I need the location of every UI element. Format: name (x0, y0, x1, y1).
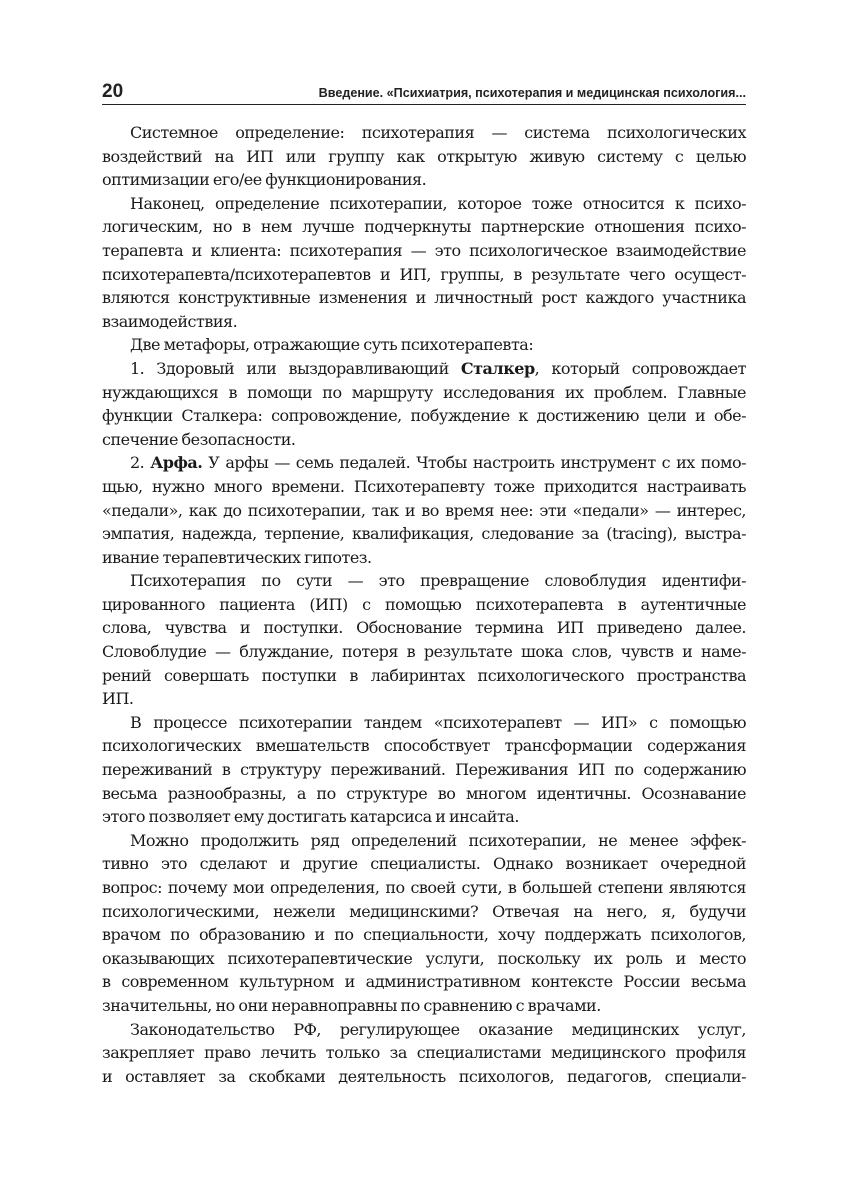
paragraph-legislation (102, 1018, 746, 1089)
text-line: оптимизации его/ее функционирования. (102, 170, 427, 190)
text-line: этого позволяет ему достигать катарсиса и инсайта. (102, 807, 519, 827)
text-line: щью, нужно много времени. Психотерапевту тоже приходится настраивать (102, 476, 746, 496)
paragraph-essence (102, 569, 746, 711)
text-line: в современном культурном и административном контексте России весьма (102, 972, 746, 992)
text-line: и оставляет за скобками деятельность психологов, педагогов, специали- (102, 1066, 746, 1086)
page-header (102, 80, 746, 105)
text-line: В процессе психотерапии тандем «психотерапевт — ИП» с помощью (130, 712, 746, 732)
text-line: слова, чувства и поступки. Обоснование термина ИП приведено далее. (102, 618, 746, 638)
text-line: Психотерапия по сути — это превращение словоблудия идентифи- (130, 571, 746, 591)
text-fragment: , который сопровождает (534, 358, 746, 378)
stalker-term: Сталкер (460, 358, 535, 378)
text-line: оказывающих психотерапевтические услуги, поскольку их роль и место (102, 948, 746, 968)
text-line: терапевта и клиента: психотерапия — это психологическое взаимодействие (102, 240, 746, 260)
text-line: цированного пациента (ИП) с помощью психотерапевта в аутентичные (102, 594, 746, 614)
harp-term: Арфа. (150, 453, 203, 473)
text-line: весьма разнообразны, а по структуре во многом идентичны. Осознавание (102, 783, 746, 803)
text-line: ИП. (102, 689, 134, 709)
text-line: тивно это сделают и другие специалисты. Однако возникает очередной (102, 854, 746, 874)
text-line (102, 451, 746, 475)
text-line: логическим, но в нем лучше подчеркнуты партнерские отношения психо- (102, 217, 746, 237)
paragraph-partnership-definition (102, 192, 746, 334)
text-line: воздействий на ИП или группу как открытую живую систему с целью (102, 146, 746, 166)
text-line: «педали», как до психотерапии, так и во время нее: эти «педали» — интерес, (102, 500, 746, 520)
text-line: вляются конструктивные изменения и личностный рост каждого участника (102, 288, 746, 308)
text-line: закрепляет право лечить только за специалистами медицинского профиля (102, 1043, 746, 1063)
text-line: врачом по образованию и по специальности, хочу поддержать психологов, (102, 925, 746, 945)
text-line: переживаний в структуру переживаний. Переживания ИП по содержанию (102, 760, 746, 780)
running-title: Введение. «Психиатрия, психотерапия и медицинская психология... (318, 86, 746, 100)
page-number: 20 (102, 81, 124, 102)
paragraph-tandem (102, 711, 746, 829)
text-line: функции Сталкера: сопровождение, побуждение к достижению цели и обе- (102, 406, 746, 426)
text-line: Словоблудие — блуждание, потеря в результате шока слов, чувств и наме- (102, 642, 746, 662)
text-line: Наконец, определение психотерапии, которое тоже относится к психо- (130, 193, 746, 213)
paragraph-harp-metaphor (102, 451, 746, 569)
paragraph-systemic-definition (102, 121, 746, 192)
text-line: психологическими, нежели медицинскими? Отвечая на него, я, будучи (102, 901, 746, 921)
text-line: ивание терапевтических гипотез. (102, 547, 372, 567)
text-line: значительны, но они неравноправны по сравнению с врачами. (102, 995, 601, 1015)
body-text (102, 121, 746, 1088)
text-line: эмпатия, надежда, терпение, квалификация, следование за (tracing), выстра- (102, 524, 746, 544)
text-line: психотерапевта/психотерапевтов и ИП, группы, в результате чего осущест- (102, 264, 746, 284)
text-line: вопрос: почему мои определения, по своей сути, в большей степени являются (102, 878, 746, 897)
text-line: нуждающихся в помощи по маршруту исследования их проблем. Главные (102, 382, 746, 402)
text-line: спечение безопасности. (102, 429, 296, 449)
list-number: 2. (130, 453, 151, 473)
text-fragment: У арфы — семь педалей. Чтобы настроить инструмент с их помо- (202, 453, 746, 473)
text-line: Можно продолжить ряд определений психотерапии, не менее эффек- (130, 830, 746, 850)
text-line (102, 357, 746, 381)
paragraph-stalker-metaphor (102, 357, 746, 451)
paragraph-definitions-question (102, 829, 746, 1018)
text-line: Законодательство РФ, регулирующее оказание медицинских услуг, (130, 1019, 746, 1039)
text-line: рений совершать поступки в лабиринтах психологического пространства (102, 665, 746, 685)
text-line: взаимодействия. (102, 311, 238, 331)
text-line: Две метафоры, отражающие суть психотерапевта: (130, 335, 534, 355)
text-line: психологических вмешательств способствует трансформации содержания (102, 736, 746, 756)
paragraph-metaphors-intro (102, 333, 746, 357)
list-number: 1. Здоровый или выздоравливающий (130, 358, 461, 378)
text-line: Системное определение: психотерапия — система психологических (130, 123, 746, 142)
